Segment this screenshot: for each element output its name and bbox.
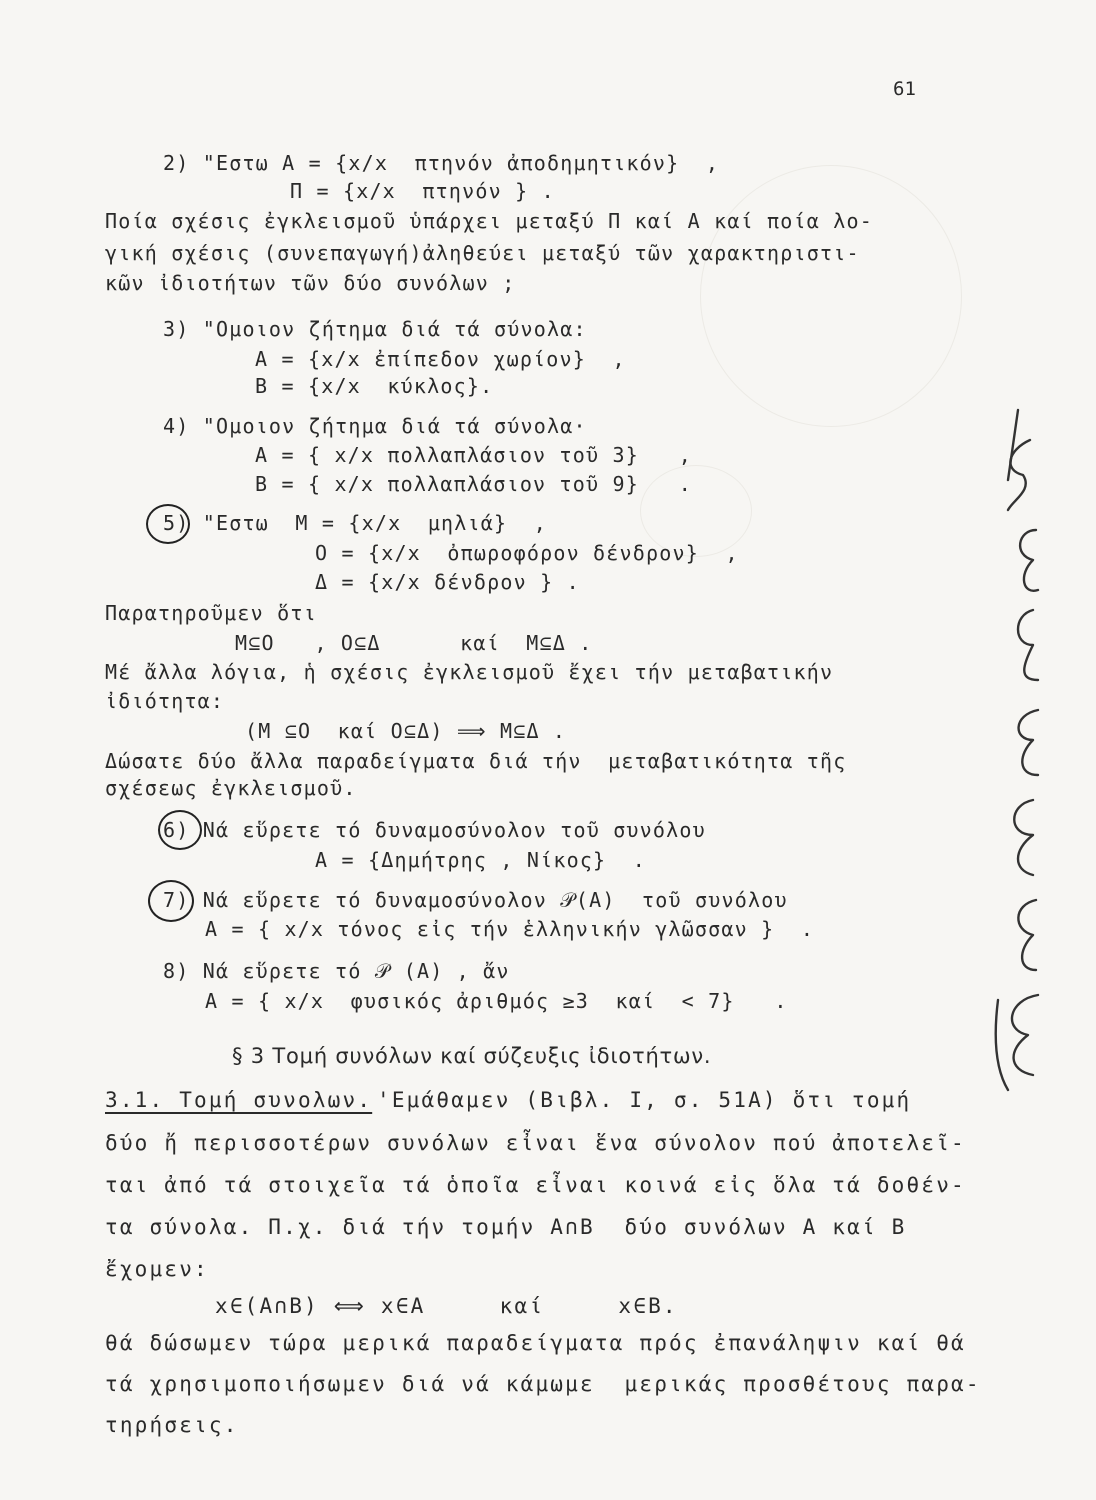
text-line: 2) "Εστω A = {x/x πτηνόν ἀποδημητικόν} ,: [163, 151, 720, 175]
text-line: Μέ ἄλλα λόγια, ἡ σχέσις ἐγκλεισμοῦ ἔχει τήν μεταβατικήν: [105, 660, 834, 684]
text-line: Π = {x/x πτηνόν } .: [290, 179, 555, 203]
text-line: θά δώσωμεν τώρα μερικά παραδείγματα πρός ἐπανάληψιν καί θά: [105, 1331, 966, 1355]
text-line: 'Εμάθαμεν (Βιβλ. I, σ. 51A) ὅτι τομή: [377, 1088, 912, 1112]
text-line: A = { x/x πολλαπλάσιον τοῦ 3} ,: [255, 443, 692, 467]
text-line: B = { x/x πολλαπλάσιον τοῦ 9} .: [255, 472, 692, 496]
text-line: κῶν ἰδιοτήτων τῶν δύο συνόλων ;: [105, 271, 516, 295]
text-line: ται ἀπό τά στοιχεῖα τά ὁποῖα εἶναι κοινά εἰς ὅλα τά δοθέν-: [105, 1173, 966, 1197]
text-line: 8) Νά εὕρετε τό 𝒫 (A) , ἄν: [163, 959, 510, 983]
text-line: Δώσατε δύο ἄλλα παραδείγματα διά τήν μεταβατικότητα τῆς: [105, 749, 847, 773]
text-line: Ποία σχέσις ἐγκλεισμοῦ ὑπάρχει μεταξύ Π καί A καί ποία λο-: [105, 209, 873, 233]
text-line: τα σύνολα. Π.χ. διά τήν τομήν A∩B δύο συνόλων A καί B: [105, 1215, 907, 1239]
text-line: 3) "Ομοιον ζήτημα διά τά σύνολα:: [163, 317, 587, 341]
page-number: 61: [893, 78, 916, 100]
text-line: B = {x/x κύκλος}.: [255, 374, 494, 398]
text-line: τά χρησιμοποιήσωμεν διά νά κάμωμε μερικάς προσθέτους παρα-: [105, 1372, 981, 1396]
text-line: M⊆O , O⊆Δ καί M⊆Δ .: [235, 631, 593, 655]
text-line: 4) "Ομοιον ζήτημα διά τά σύνολα·: [163, 414, 587, 438]
text-line: (M ⊆O καί O⊆Δ) ⟹ M⊆Δ .: [245, 719, 567, 743]
text-line: δύο ἤ περισσοτέρων συνόλων εἶναι ἕνα σύνολον πού ἀποτελεῖ-: [105, 1131, 966, 1155]
section-heading: § 3 Τομή συνόλων καί σύζευξις ἰδιοτήτων.: [232, 1044, 712, 1068]
text-line: 5) "Εστω M = {x/x μηλιά} ,: [163, 511, 547, 535]
text-line: A = { x/x φυσικός ἀριθμός ≥3 καί < 7} .: [205, 989, 788, 1013]
text-line: τηρήσεις.: [105, 1413, 239, 1437]
text-line: Παρατηροῦμεν ὅτι: [105, 601, 317, 625]
signature-drawing: [978, 380, 1058, 1100]
text-line: 6) Νά εὕρετε τό δυναμοσύνολον τοῦ συνόλου: [163, 818, 706, 842]
text-line: γική σχέσις (συνεπαγωγή)ἀληθεύει μεταξύ τῶν χαρακτηριστι-: [105, 241, 860, 265]
bleed-through-circle: [700, 165, 962, 427]
text-line: ἔχομεν:: [105, 1257, 209, 1281]
text-line: A = { x/x τόνος εἰς τήν ἑλληνικήν γλῶσσαν } .: [205, 917, 815, 941]
subsection-title: 3.1. Τομή συνολων.: [105, 1088, 373, 1112]
text-line: O = {x/x ὀπωροφόρον δένδρον} ,: [315, 541, 739, 565]
formula-line: x∈(A∩B) ⟺ x∈A καί x∈B.: [215, 1294, 678, 1318]
text-line: A = {x/x ἐπίπεδον χωρίον} ,: [255, 347, 626, 371]
margin-handwriting: [978, 380, 1058, 1100]
text-line: ἰδιότητα:: [105, 689, 225, 713]
text-line: A = {Δημήτρης , Νίκος} .: [315, 848, 647, 872]
text-line: 7) Νά εὕρετε τό δυναμοσύνολον 𝒫(A) τοῦ συνόλου: [163, 888, 788, 912]
text-line: σχέσεως ἐγκλεισμοῦ.: [105, 776, 357, 800]
text-line: Δ = {x/x δένδρον } .: [315, 570, 580, 594]
